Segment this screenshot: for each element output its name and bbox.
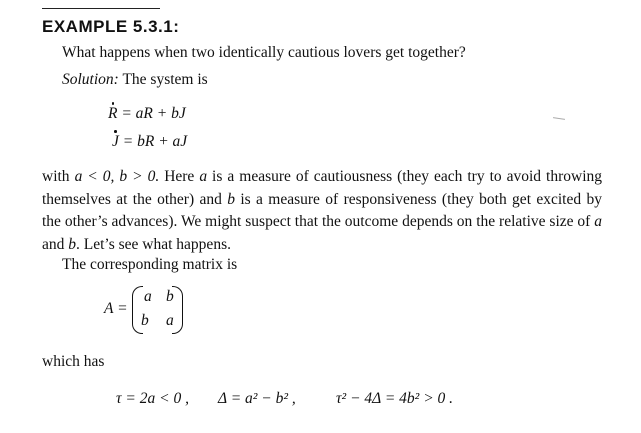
example-heading: EXAMPLE 5.3.1: [42, 17, 180, 36]
scan-mark [553, 117, 565, 120]
matrix-cell-21: b [141, 312, 149, 329]
matrix-cell-11: a [144, 288, 152, 305]
para-text-4: is a measure of responsiveness (they both get excited by the other’s advances). We might suspect that the outcome depends on the relative size of [42, 190, 602, 230]
para-var-a-2: a [594, 213, 602, 230]
matrix-cell-12: b [166, 288, 174, 305]
discriminant-result: τ² − 4Δ = 4b² > 0 . [336, 390, 454, 407]
para-text-6: . Let’s see what happens. [76, 235, 231, 253]
para-var-b-2: b [68, 235, 77, 253]
trace-result: τ = 2a < 0 , [116, 390, 189, 407]
para-var-b: b [227, 190, 235, 208]
solution-label: Solution: [62, 71, 119, 88]
equation-r-rhs: = aR + bJ [121, 105, 186, 122]
para-text-2: Here [159, 168, 200, 185]
para-text-1: with [42, 168, 75, 185]
j-dot-symbol: J [112, 133, 119, 150]
header-rule [42, 8, 160, 9]
determinant-result: Δ = a² − b² , [218, 390, 296, 407]
equation-j-rhs: = bR + aJ [122, 133, 188, 150]
para-var-a: a [199, 168, 208, 185]
solution-text: The system is [122, 71, 208, 88]
solution-line [62, 71, 208, 89]
para-text-5: and [42, 235, 69, 253]
equation-j-dot [112, 133, 187, 151]
para-condition: a < 0, b > 0. [74, 168, 160, 185]
equation-r-dot [108, 105, 186, 123]
para-text-3: is a measure of cautiousness (they each try to avoid throwing themselves at the other) and [42, 168, 603, 208]
matrix-name: A = [104, 300, 128, 317]
explanation-paragraph [42, 166, 602, 256]
question-text: What happens when two identically cautious lovers get together? [62, 44, 466, 61]
right-paren [172, 286, 183, 334]
which-has-text: which has [42, 353, 105, 370]
r-dot-symbol: R [108, 105, 118, 122]
matrix-intro: The corresponding matrix is [62, 256, 238, 273]
matrix-cell-22: a [166, 312, 174, 329]
